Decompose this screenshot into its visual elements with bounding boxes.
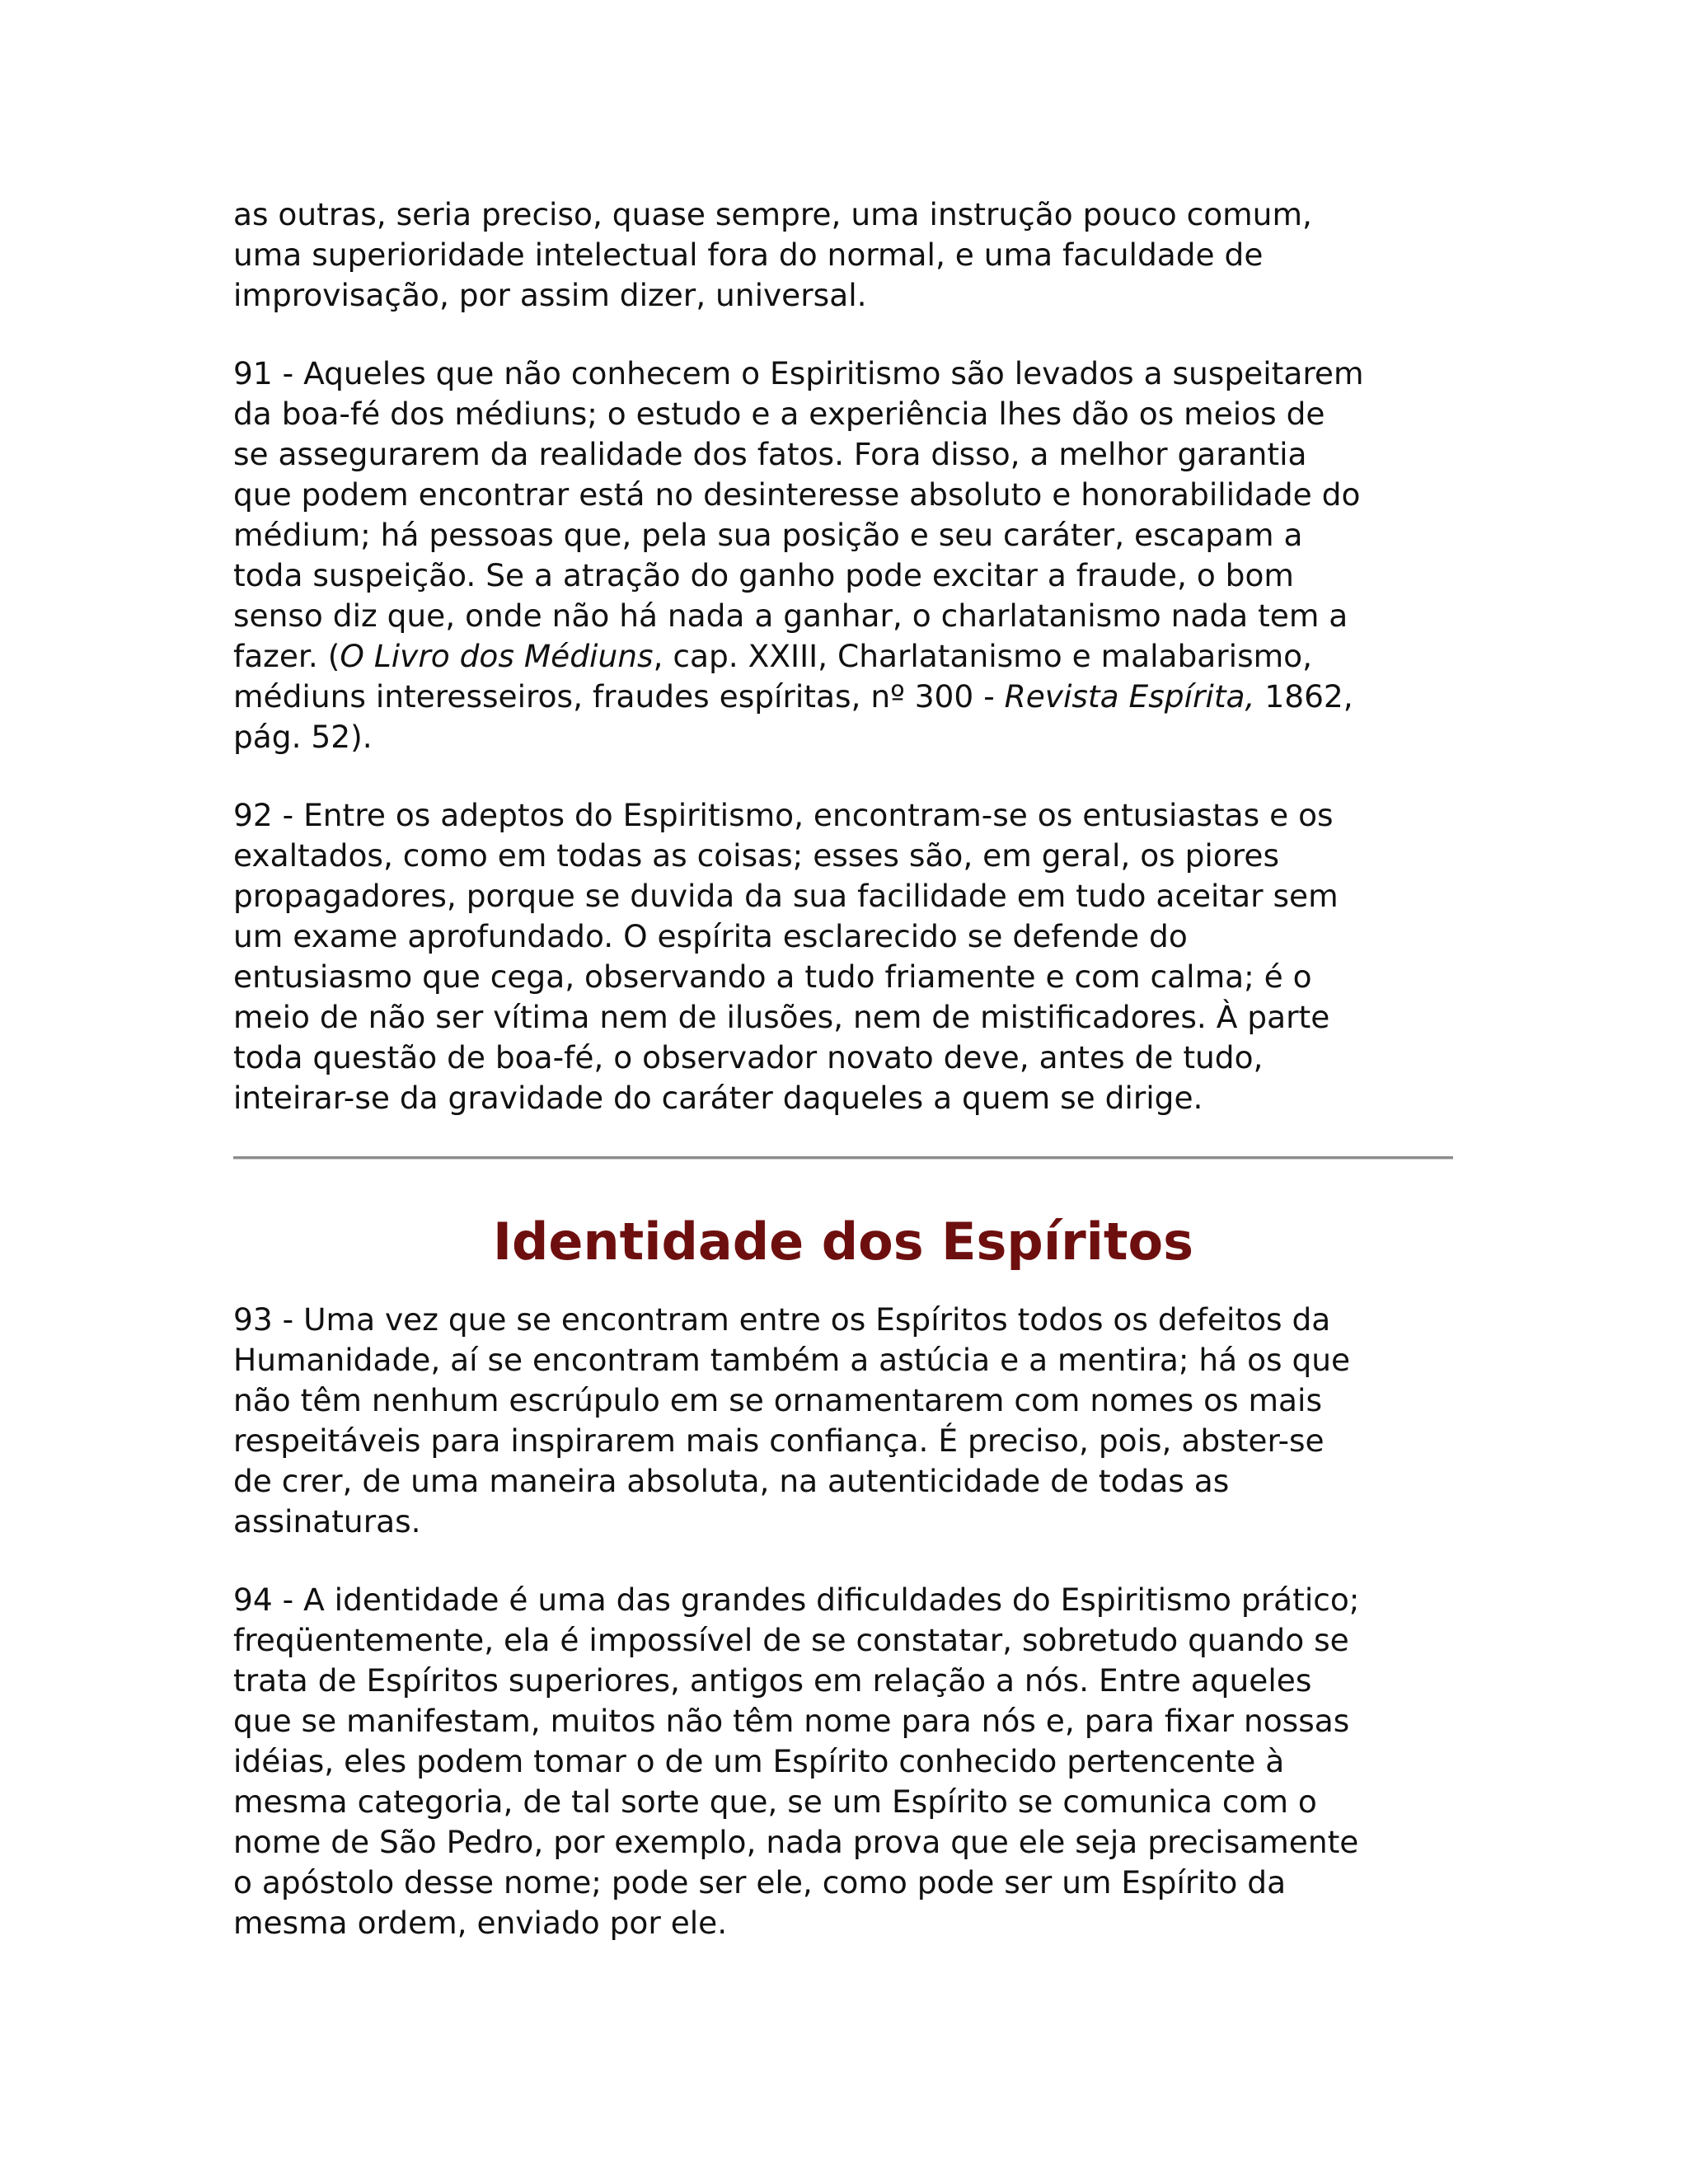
paragraph-continuation [233, 194, 1453, 316]
paragraph-text: 91 - Aqueles que não conhecem o Espiritismo são levados a suspeitarem da boa-fé dos médiuns; o estudo e a experiência lhes dão os meios de se assegurarem da realidade dos fatos. Fora disso, a melhor garantia que podem encontrar está no desinteresse absoluto e honorabilidade do médium; há pessoas que, pela sua posição e seu caráter, escapam a toda suspeição. Se a atração do ganho pode excitar a fraude, o bom senso diz que, onde não há nada a ganhar, o charlatanismo nada tem a fazer. ( [233, 355, 1364, 674]
italic-citation: Revista Espírita, [1004, 678, 1255, 715]
paragraph-94 [233, 1580, 1453, 1943]
section-identidade [233, 1300, 1453, 1943]
paragraph-93 [233, 1300, 1453, 1542]
paragraph-text: , cap. XXIII, Charlatanismo e malabarismo, médiuns interesseiros, fraudes espíritas, nº 300 - [233, 638, 1313, 715]
italic-citation: O Livro dos Médiuns [340, 638, 654, 674]
paragraph-92 [233, 795, 1453, 1118]
paragraph-text: as outras, seria preciso, quase sempre, uma instrução pouco comum, uma superioridade intelectual fora do normal, e uma faculdade de improvisação, por assim dizer, universal. [233, 196, 1312, 313]
paragraph-text: 94 - A identidade é uma das grandes dificuldades do Espiritismo prático; freqüentemente, ela é impossível de se constatar, sobretudo quando se trata de Espíritos superiores, antigos em relação a nós. Entre aqueles que se manifestam, muitos não têm nome para nós e, para fixar nossas idéias, eles podem tomar o de um Espírito conhecido pertencente à mesma categoria, de tal sorte que, se um Espírito se comunica com o nome de São Pedro, por exemplo, nada prova que ele seja precisamente o apóstolo desse nome; pode ser ele, como pode ser um Espírito da mesma ordem, enviado por ele. [233, 1582, 1360, 1941]
paragraph-text: 93 - Uma vez que se encontram entre os Espíritos todos os defeitos da Humanidade, aí se encontram também a astúcia e a mentira; há os que não têm nenhum escrúpulo em se ornamentarem com nomes os mais respeitáveis para inspirarem mais confiança. É preciso, pois, abster-se de crer, de uma maneira absoluta, na autenticidade de todas as assinaturas. [233, 1301, 1351, 1540]
section-before-divider [233, 194, 1453, 1118]
section-heading: Identidade dos Espíritos [492, 1212, 1194, 1272]
paragraph-91 [233, 354, 1453, 757]
horizontal-divider [233, 1156, 1453, 1160]
document-page [233, 194, 1453, 1981]
paragraph-text: 1862, pág. 52). [233, 678, 1353, 755]
paragraph-text: 92 - Entre os adeptos do Espiritismo, encontram-se os entusiastas e os exaltados, como em todas as coisas; esses são, em geral, os piores propagadores, porque se duvida da sua facilidade em tudo aceitar sem um exame aprofundado. O espírita esclarecido se defende do entusiasmo que cega, observando a tudo friamente e com calma; é o meio de não ser vítima nem de ilusões, nem de mistificadores. À parte toda questão de boa-fé, o observador novato deve, antes de tudo, inteirar-se da gravidade do caráter daqueles a quem se dirige. [233, 797, 1339, 1116]
